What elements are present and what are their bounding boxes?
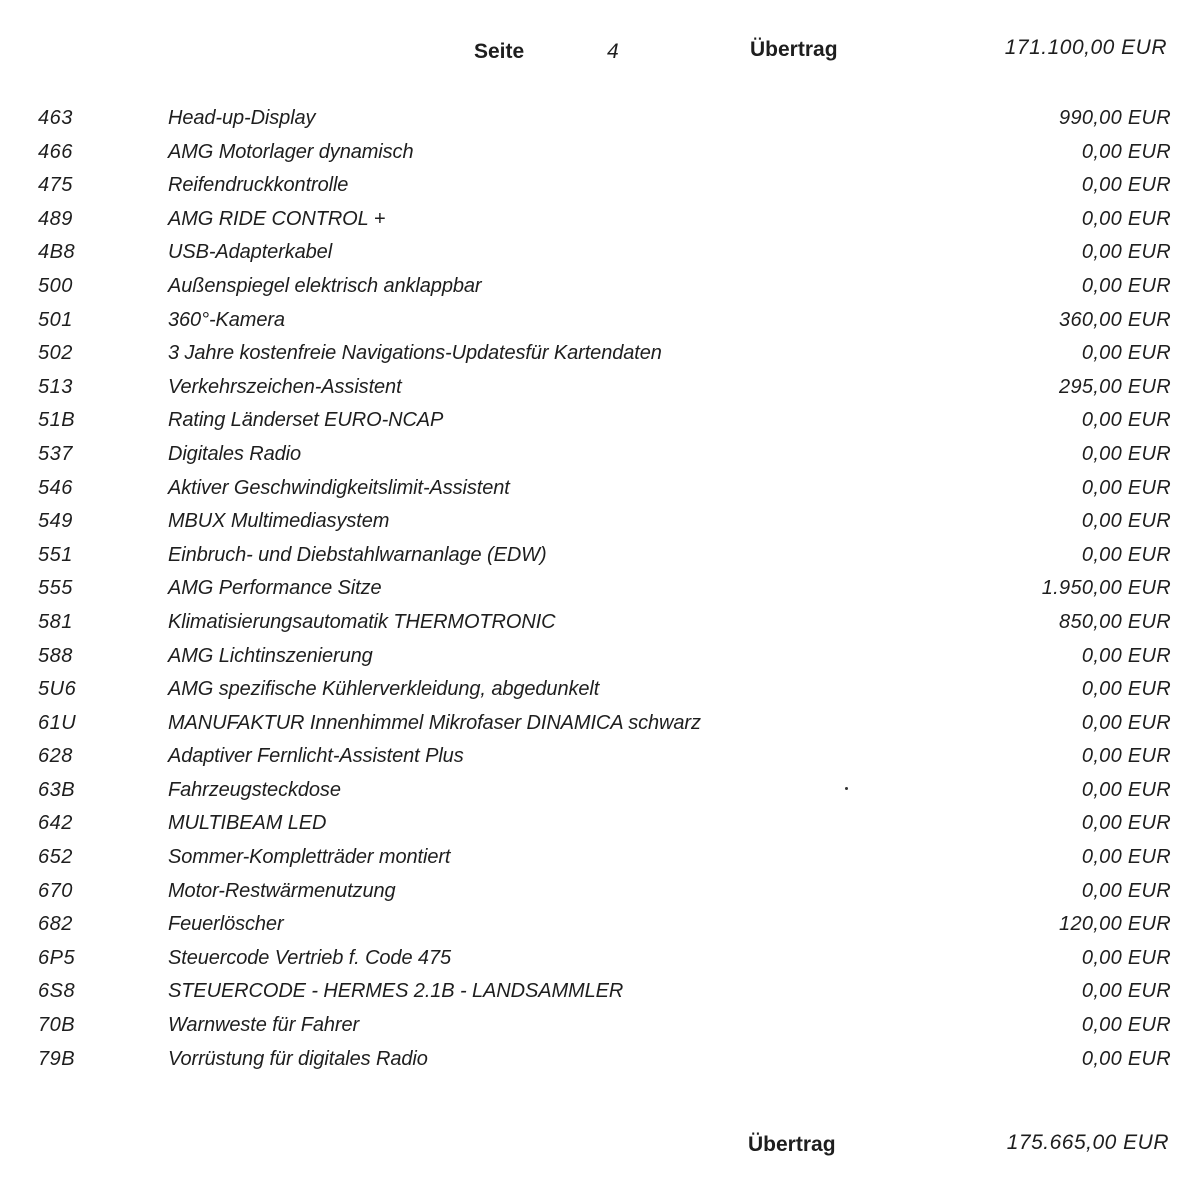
list-item [0,506,1203,540]
option-code: 513 [38,375,73,398]
page-label: Seite [474,40,525,63]
option-price: 0,00 EUR [1081,409,1171,432]
option-code: 537 [38,442,73,465]
list-item [0,641,1203,675]
list-item [0,909,1203,943]
list-item [0,1044,1203,1078]
list-item [0,573,1203,607]
list-item [0,876,1203,910]
option-price: 0,00 EUR [1081,543,1171,566]
list-item [0,741,1203,775]
option-price: 360,00 EUR [1059,308,1171,331]
list-item [0,1010,1203,1044]
option-code: 628 [38,745,73,768]
option-price: 120,00 EUR [1059,913,1171,936]
option-description: AMG Performance Sitze [168,577,382,600]
option-price: 0,00 EUR [1081,140,1171,163]
option-description: Fahrzeugsteckdose [168,778,341,801]
option-description: AMG spezifische Kühlerverkleidung, abgedunkelt [168,678,600,701]
list-item [0,842,1203,876]
option-code: 63B [38,778,76,801]
option-code: 555 [38,577,73,600]
list-item [0,708,1203,742]
option-description: Aktiver Geschwindigkeitslimit-Assistent [168,476,510,499]
option-code: 682 [38,913,73,936]
list-item [0,674,1203,708]
option-price: 0,00 EUR [1081,980,1171,1003]
page-footer [0,1128,1203,1164]
option-description: USB-Adapterkabel [168,241,333,264]
list-item [0,607,1203,641]
list-item [0,775,1203,809]
list-item [0,943,1203,977]
option-description: Klimatisierungsautomatik THERMOTRONIC [168,610,556,633]
option-code: 551 [38,543,73,566]
option-price: 295,00 EUR [1059,375,1171,398]
equipment-list [0,103,1203,1077]
list-item [0,305,1203,339]
option-description: Feuerlöscher [168,913,284,936]
option-description: AMG Motorlager dynamisch [168,140,414,163]
option-description: MBUX Multimediasystem [168,510,390,533]
option-code: 61U [38,711,77,734]
option-description: Steuercode Vertrieb f. Code 475 [168,946,452,969]
list-item [0,237,1203,271]
carryover-label: Übertrag [750,38,838,61]
option-description: Reifendruckkontrolle [168,174,349,197]
option-price: 0,00 EUR [1081,778,1171,801]
option-price: 1.950,00 EUR [1041,577,1171,600]
option-code: 588 [38,644,73,667]
option-code: 463 [38,107,73,129]
option-description: Warnweste für Fahrer [168,1014,360,1037]
list-item [0,808,1203,842]
option-code: 670 [38,879,73,902]
option-price: 0,00 EUR [1081,274,1171,297]
option-description: Sommer-Kompletträder montiert [168,846,451,869]
option-price: 850,00 EUR [1059,610,1171,633]
option-code: 466 [38,140,73,163]
option-code: 51B [38,409,76,432]
option-code: 79B [38,1047,76,1070]
option-code: 4B8 [38,241,76,264]
page-number: 4 [607,40,619,63]
option-description: Verkehrszeichen-Assistent [168,375,402,398]
page-header [0,34,1203,70]
list-item [0,540,1203,574]
option-code: 475 [38,174,73,197]
option-description: MULTIBEAM LED [168,812,327,835]
option-price: 0,00 EUR [1081,241,1171,264]
list-item [0,473,1203,507]
option-description: Head-up-Display [168,107,316,129]
option-price: 0,00 EUR [1081,174,1171,197]
option-code: 652 [38,846,73,869]
option-description: Einbruch- und Diebstahlwarnanlage (EDW) [168,543,547,566]
option-price: 0,00 EUR [1081,207,1171,230]
option-price: 0,00 EUR [1081,442,1171,465]
option-description: Digitales Radio [168,442,302,465]
option-description: Rating Länderset EURO-NCAP [168,409,444,432]
scan-speck [845,787,848,790]
option-price: 0,00 EUR [1081,510,1171,533]
option-price: 0,00 EUR [1081,879,1171,902]
option-price: 0,00 EUR [1081,711,1171,734]
list-item [0,170,1203,204]
list-item [0,271,1203,305]
option-price: 0,00 EUR [1081,678,1171,701]
option-description: 3 Jahre kostenfreie Navigations-Updatesfür Kartendaten [168,342,662,365]
list-item [0,103,1203,137]
option-price: 0,00 EUR [1081,946,1171,969]
option-description: MANUFAKTUR Innenhimmel Mikrofaser DINAMICA schwarz [168,711,701,734]
option-description: Außenspiegel elektrisch anklappbar [168,274,482,297]
option-price: 0,00 EUR [1081,644,1171,667]
option-description: Adaptiver Fernlicht-Assistent Plus [168,745,464,768]
option-code: 500 [38,274,73,297]
option-price: 0,00 EUR [1081,1047,1171,1070]
list-item [0,439,1203,473]
option-price: 0,00 EUR [1081,476,1171,499]
list-item [0,137,1203,171]
carryover-value: 171.100,00 EUR [1004,36,1167,59]
option-code: 581 [38,610,73,633]
list-item [0,338,1203,372]
option-code: 6S8 [38,980,76,1003]
option-description: 360°-Kamera [168,308,285,331]
option-code: 6P5 [38,946,76,969]
list-item [0,405,1203,439]
option-price: 0,00 EUR [1081,812,1171,835]
option-price: 0,00 EUR [1081,846,1171,869]
option-code: 70B [38,1014,76,1037]
option-code: 549 [38,510,73,533]
option-code: 502 [38,342,73,365]
option-price: 0,00 EUR [1081,342,1171,365]
option-code: 546 [38,476,73,499]
list-item [0,372,1203,406]
option-price: 0,00 EUR [1081,1014,1171,1037]
option-description: AMG Lichtinszenierung [168,644,373,667]
option-description: STEUERCODE - HERMES 2.1B - LANDSAMMLER [168,980,624,1003]
option-code: 642 [38,812,73,835]
option-code: 501 [38,308,73,331]
option-description: Vorrüstung für digitales Radio [168,1047,428,1070]
option-description: Motor-Restwärmenutzung [168,879,396,902]
list-item [0,204,1203,238]
option-price: 990,00 EUR [1059,107,1171,129]
option-price: 0,00 EUR [1081,745,1171,768]
option-code: 489 [38,207,73,230]
carryover-total-value: 175.665,00 EUR [1006,1131,1169,1154]
list-item [0,976,1203,1010]
option-code: 5U6 [38,678,77,701]
carryover-total-label: Übertrag [748,1133,836,1156]
option-description: AMG RIDE CONTROL + [168,207,386,230]
